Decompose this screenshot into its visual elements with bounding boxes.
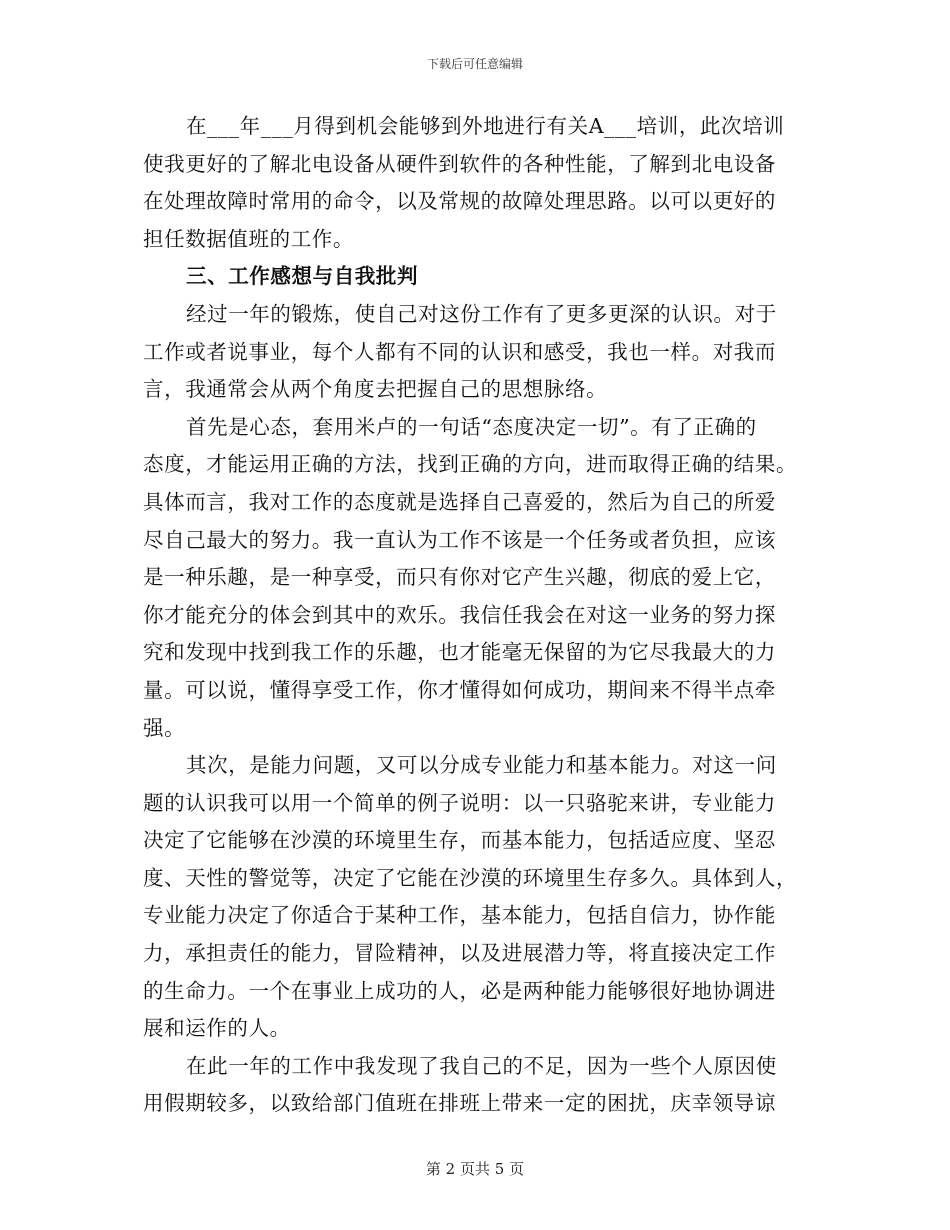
text-line: 担任数据值班的工作。: [143, 226, 354, 251]
text-line: 在此一年的工作中我发现了我自己的不足，因为一些个人原因使: [186, 1053, 777, 1078]
text-line: 尽自己最大的努力。我一直认为工作不该是一个任务或者负担，应该: [143, 527, 776, 552]
text-line: 你才能充分的体会到其中的欢乐。我信任我会在对这一业务的努力探: [143, 602, 776, 627]
text-line: 态度，才能运用正确的方法，找到正确的方向，进而取得正确的结果。: [143, 452, 798, 477]
document-body: [143, 108, 803, 1123]
section-heading: 三、工作感想与自我批判: [186, 264, 419, 289]
text-line: 具体而言，我对工作的态度就是选择自己喜爱的，然后为自己的所爱: [143, 489, 776, 514]
text-line: 究和发现中找到我工作的乐趣，也才能毫无保留的为它尽我最大的力: [143, 640, 776, 665]
text-line: 首先是心态，套用米卢的一句话“态度决定一切”。有了正确的: [186, 414, 757, 439]
text-line: 力，承担责任的能力，冒险精神，以及进展潜力等，将直接决定工作: [143, 941, 776, 966]
text-line: 专业能力决定了你适合于某种工作，基本能力，包括自信力，协作能: [143, 903, 776, 928]
text-line: 的生命力。一个在事业上成功的人，必是两种能力能够很好地协调进: [143, 978, 776, 1003]
text-line: 强。: [143, 715, 186, 740]
text-line: 度、天性的警觉等，决定了它能在沙漠的环境里生存多久。具体到人，: [143, 865, 798, 890]
text-line: 题的认识我可以用一个简单的例子说明：以一只骆驼来讲，专业能力: [143, 790, 776, 815]
text-line: 展和运作的人。: [143, 1016, 291, 1041]
page-header: 下载后可任意编辑: [426, 57, 523, 71]
text-line: 使我更好的了解北电设备从硬件到软件的各种性能，了解到北电设备: [143, 151, 776, 176]
text-line: 在___年___月得到机会能够到外地进行有关A___培训，此次培训: [186, 114, 785, 138]
text-line: 言，我通常会从两个角度去把握自己的思想脉络。: [143, 377, 608, 402]
text-line: 量。可以说，懂得享受工作，你才懂得如何成功，期间来不得半点牵: [143, 677, 776, 702]
text-line: 用假期较多，以致给部门值班在排班上带来一定的困扰，庆幸领导谅: [143, 1091, 776, 1116]
text-line: 在处理故障时常用的命令，以及常规的故障处理思路。以可以更好的: [143, 189, 776, 214]
text-line: 其次，是能力问题，又可以分成专业能力和基本能力。对这一问: [186, 753, 777, 778]
text-line: 经过一年的锻炼，使自己对这份工作有了更多更深的认识。对于: [186, 301, 777, 326]
text-line: 决定了它能够在沙漠的环境里生存，而基本能力，包括适应度、坚忍: [143, 828, 776, 853]
text-line: 工作或者说事业，每个人都有不同的认识和感受，我也一样。对我而: [143, 339, 776, 364]
page-footer: 第 2 页共 5 页: [425, 1160, 525, 1178]
text-line: 是一种乐趣，是一种享受，而只有你对它产生兴趣，彻底的爱上它，: [143, 565, 776, 590]
